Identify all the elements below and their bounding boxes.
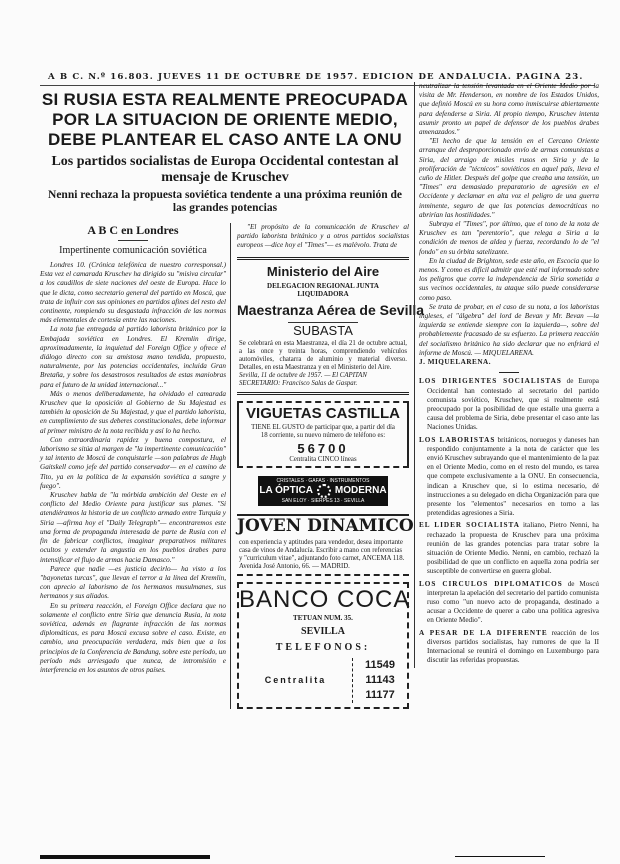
item-text: italiano, Pietro Nenni, ha rechazado la propuesta de Kruschev para una próxima reunión de las grandes potencias para tratar sobre la situación de Oriente Medio. Nenni, en cambio, rechazó la posibilidad de que un conflicto en aquella zona podría ser susceptible de convertirse en guerra global. (427, 521, 599, 576)
article-title: Impertinente comunicación soviética (59, 245, 207, 256)
paragraph: neutralizar la tensión levantada en el Oriente Medio por la visita de Mr. Henderson, en nombre de los Estados Unidos, que definió Moscú en su hora como inmiscuirse abiertamente para defenderse a Siria. Al propio tiempo, Kruschev intenta asumir pronto un papel de defensor de los pueblos árabes amenazados." (419, 82, 599, 137)
ad-body: TIENE EL GUSTO de participar que, a partir del día 18 corriente, su nuevo número de teléfono es: (251, 423, 395, 439)
ad-city: SEVILLA (301, 625, 345, 637)
ad-ministerio-aire (237, 257, 425, 395)
middle-intro (237, 223, 409, 251)
paragraph: Parece que nadie —es justicia decirlo— ha visto a los "bayonetas turcas", que llevan el terror a la línea del Kremlin, con aprecio al laborismo de los hermanos musulmanes, sus hermanos y sus aliados. (40, 564, 226, 601)
item-lead: LOS LABORISTAS (419, 435, 496, 444)
paragraph: En la ciudad de Brighton, sede este año, en Escocia que lo menos. Y como es difícil admitir que esté mal informado sobre los peligros que corre la independencia de Siria sometida a sus vecinos occidentales, tu ataque sólo puede considerarse como paso. (419, 256, 599, 302)
ad-top-text: CRISTALES · GAFAS · INSTRUMENTOS (276, 477, 370, 484)
paragraph: Se trata de probar, en el caso de su nota, a los laboristas ingleses, el "álgebra" del lord de Bevan y Mr. Bevan —la izquierda se entiende siempre con la izquierda—, sobre del probablemente fracasado de su esfuerzo. La primera reacción del socialismo británico ha sido declarar que no enfriará el informe de Moscú. — MIQUELARENA. (419, 302, 599, 357)
right-continuation (419, 82, 599, 358)
paragraph: Londres 10. (Crónica telefónica de nuestro corresponsal.) Esta vez el camarada Kruschev ha dirigido su "misiva circular" a los caudillos de siete naciones del oeste de Europa. Hace lo que le dicta, como secretario general del partido en Moscú, que trata de influir con sus opiniones en partidos afines del resto del continente, rompiendo su desgastada infracción de las normas más elementales de cortesía entre las naciones. (40, 261, 226, 325)
author: J. MIQUELARENA. (419, 358, 491, 367)
lead-story-area (40, 90, 425, 709)
article-body (40, 261, 226, 675)
ad-note: Centralita CINCO líneas (289, 455, 357, 463)
secondary-subheadline: Nenni rechaza la propuesta soviética tendente a una próxima reunión de las grandes potencias (48, 189, 402, 214)
phone-number: 11549 (365, 658, 395, 671)
subheadline: Los partidos socialistas de Europa Occidental contestan al mensaje de Kruschev (51, 154, 399, 185)
item-text: de Europa Occidental han contestado al secretario del partido comunista soviético, Kruschev, que si realmente está preocupado por la posibilidad de que estalle una guerra a causa del problema de Siria, debe presentar el caso ante las Naciones Unidas. (427, 377, 599, 432)
main-headline: SI RUSIA ESTA REALMENTE PREOCUPADA POR LA SITUACION DE ORIENTE MEDIO, DEBE PLANTEAR EL CASO ANTE LA ONU (41, 90, 409, 149)
ad-viguetas-castilla (237, 401, 409, 468)
middle-column (230, 223, 425, 709)
lens-logo-icon (317, 484, 331, 498)
left-column (40, 223, 230, 709)
news-item (419, 521, 599, 576)
paragraph: "El hecho de que la tensión en el Cercano Oriente arranque del desproporcionado envío de armas comunistas a Siria, del arraigo de misiles rusos en Siria y de la proliferación de "técnicos" soviéticos en aquel país, lleva el cuño de Hitler. Después del golpe que creaba una tensión, un "Times" era demasiado preparatorio de agresión en el Occidente y declamar en alta voz el peligro de una guerra inminente, seguro de que las potencias democráticas no abrirían las hostilidades." (419, 137, 599, 219)
ad-brand-right: MODERNA (334, 484, 387, 496)
ad-title: JOVEN DINAMICO (237, 515, 414, 536)
ad-signature: Sevilla, 11 de octubre de 1957. — El CAPITAN SECRETARIO: Francisco Salas de Gaspar. (239, 371, 367, 387)
page-folio: A B C. N.º 16.803. JUEVES 11 DE OCTUBRE DE 1957. EDICION DE ANDALUCIA. PAGINA 23. (48, 72, 584, 82)
paragraph: Con extraordinaria rapidez y buena compostura, el laborismo se sitúa al margen de "la impertinente comunicación" y tal intento de Moscú de conquistarle —son palabras de Hugh Gaitskell como jefe del partido conservador— en el camino de Tito, ya en la política de la expansión soviética a sangre y fuego". (40, 435, 226, 490)
item-lead: LOS CIRCULOS DIPLOMATICOS (419, 579, 563, 588)
ad-brand-left: LA ÓPTICA (259, 484, 313, 496)
paragraph: "El propósito de la comunicación de Kruschev al partido laborista británico y a otros partidos socialistas europeos —dice hoy el "Times"— es malévolo. Trata de (237, 223, 409, 250)
ad-subtitle: DELEGACION REGIONAL JUNTA LIQUIDADORA (267, 281, 379, 298)
item-text: de Moscú interpretan la apelación del secretario del partido comunista ruso como "un nuevo acto de propaganda, destinado a acusar a Occidente de querer a cabo una política agresiva en Oriente Medio". (427, 579, 599, 625)
divider (499, 372, 519, 373)
ad-joven-dinamico (237, 514, 414, 576)
right-column (414, 82, 599, 668)
news-item (419, 436, 599, 519)
paragraph: Subraya el "Times", por último, que el tono de la nota de Kruschev es tan "perentorio", que relega a Siria a la condición de menos de aldea y fuerza, recordando lo de "el fondo" en su órbita satelizante. (419, 220, 599, 256)
news-item (419, 629, 599, 666)
ad-body: con experiencia y aptitudes para vendedor, desea importante casa de vinos de Andalucía. Escribir a mano con referencias y "curriculum vitae", adjuntando foto carnet, ANCEMA 118. Avenida José Antonio, 66. — MADRID. (239, 538, 405, 570)
item-text: reacción de los diversos partidos socialistas, hay rumores de que la II Internacional se reunirá el domingo en Luxemburgo para discutir las referidas propuestas. (427, 628, 599, 665)
paragraph: La nota fue entregada al partido laborista británico por la Embajada soviética en Londres. El Kremlin dirige, aproximadamente, la inquietud del Foreign Office y ofrece el diálogo directo con su amistosa mano tendida, propuesto, naturalmente, por las potencias occidentales, incluida Gran Bretaña, y sobre los desastrosos resultados de estas maniobras para el futuro de la unidad internacional..." (40, 325, 226, 389)
section-title: A B C en Londres (87, 223, 179, 237)
divider (118, 240, 148, 241)
ad-body: Se celebrará en esta Maestranza, el día 21 de octubre actual, a las once y treinta horas, comprendiendo vehículos automóviles, chatarra de aluminio y material diverso. Detalles, en esta Maestranza y en el Ministerio del Aire. (239, 339, 407, 371)
item-text: británicos, noruegos y daneses han respondido conjuntamente a la nota de carácter que les envió Kruschev subrayando que el mantenimiento de la paz en el Oriente Medio, como en el resto del mundo, es tarea que compete exclusivamente a la ONU. En consecuencia, indican a Kruschev que, si lo estima necesario, dé instrucciones a su delegado en dicha Organización para que presente los "elementos" necesarios en torno a las pretendidas agresiones a Siria. (427, 435, 600, 518)
ad-centralita: Centralita (264, 674, 327, 685)
ad-title: Ministerio del Aire (266, 263, 380, 279)
right-news-items (419, 377, 599, 665)
ad-subasta: SUBASTA (288, 322, 358, 338)
ad-title: VIGUETAS CASTILLA (246, 404, 400, 422)
ad-phones-label: TELEFONOS: (275, 641, 371, 653)
news-item (419, 580, 599, 626)
phone-number: 11177 (365, 688, 395, 701)
paragraph: En su primera reacción, el Foreign Office declara que no solamente el conflicto entre Siria que denuncia Rusia, la nota soviética, además en flagrante infracción de las normas diplomáticas, es para Moscú excusa sobre el caso. Existe, en cambio, una preocupación verdadera, más bien que a los principios de la Conferencia de Bandung, sobre este período, un período más arriesgado que nunca, de intromisión e interferencia en los asuntos de otros países. (40, 601, 226, 674)
bottom-rule (455, 856, 545, 857)
item-lead: LOS DIRIGENTES SOCIALISTAS (419, 377, 562, 386)
paragraph: Kruschev habla de "la mórbida ambición del Oeste en el conflicto del Medio Oriente para justificar sus planes. "Si atendiéramos la historia de un conflicto armado entre Turquía y Siria —afirma hoy el "Daily Telegraph"— encontraremos este una forma de propaganda interesada de parte de Rusia con el fin de fabricar conflictos, imaginar preparativos militares ocultos y extender la angustia en los pueblos árabes para intensificar el flujo de armas hacia Damasco." (40, 491, 226, 564)
ad-phone: 56700 (297, 440, 349, 456)
bottom-rule (40, 855, 210, 859)
news-item (419, 377, 599, 432)
ad-bottom-text: SAN ELOY · SIERPES 13 · SEVILLA (281, 497, 365, 504)
item-lead: A PESAR DE LA DIFERENTE (419, 628, 548, 637)
ad-maestranza: Maestranza Aérea de Sevilla (237, 301, 425, 318)
item-lead: EL LIDER SOCIALISTA (419, 521, 520, 530)
paragraph: Más o menos deliberadamente, ha olvidado el camarada Kruschev que la oposición al Gobierno de Su Majestad es también la oposición de Su Majestad, y que el partido laborista, en cumplimiento de sus deberes constitucionales, debe informar al primer ministro de la nota recibida y así lo ha hecho. (40, 389, 226, 435)
phone-number: 11143 (365, 673, 395, 686)
ad-optica-moderna (258, 476, 388, 506)
ad-banco-coca (237, 582, 409, 709)
ad-address: TETUAN NUM. 35. (293, 613, 353, 622)
ad-title: BANCO COCA (239, 585, 411, 613)
